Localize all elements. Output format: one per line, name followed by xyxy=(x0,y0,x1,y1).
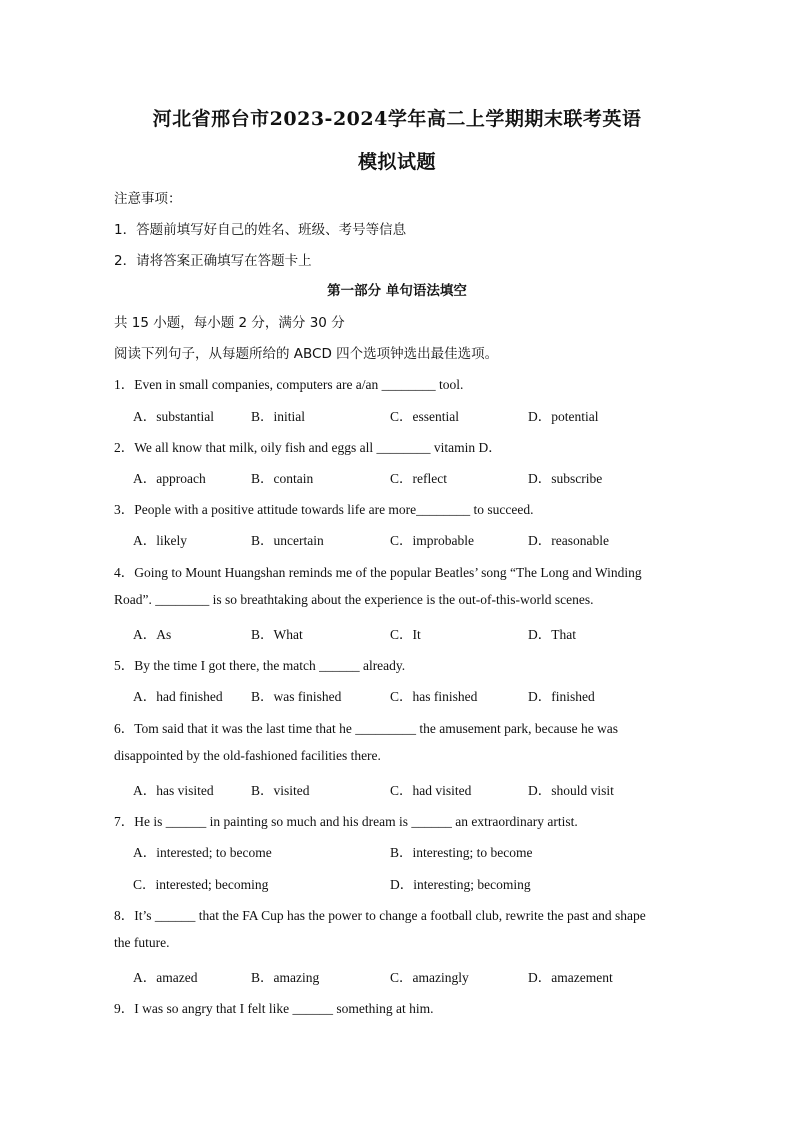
q8-option-d: D．amazement xyxy=(528,970,613,985)
notice-item-2: 2．请将答案正确填写在答题卡上 xyxy=(114,253,312,269)
q2-option-a: A．approach xyxy=(133,471,206,486)
q5-option-b: B．was finished xyxy=(251,689,342,704)
q1-option-d: D．potential xyxy=(528,409,599,424)
q4-option-d: D．That xyxy=(528,627,576,642)
q3-option-a: A．likely xyxy=(133,533,187,548)
q1-option-b: B．initial xyxy=(251,409,305,424)
q3-option-c: C．improbable xyxy=(390,533,474,548)
q7-option-d: D．interesting; becoming xyxy=(390,877,531,892)
question-8-line-1: 8．It’s ______ that the FA Cup has the power to change a football club, rewrite the past and shape xyxy=(114,908,646,923)
q5-option-a: A．had finished xyxy=(133,689,223,704)
question-5: 5．By the time I got there, the match ______ already. xyxy=(114,658,406,673)
section-info: 共 15 小题，每小题 2 分，满分 30 分 xyxy=(114,315,345,331)
q8-option-c: C．amazingly xyxy=(390,970,469,985)
question-1: 1．Even in small companies, computers are a/an ________ tool. xyxy=(114,377,464,392)
q2-option-b: B．contain xyxy=(251,471,314,486)
q5-option-d: D．finished xyxy=(528,689,595,704)
question-4-line-2: Road”. ________ is so breathtaking about the experience is the out-of-this-world scenes. xyxy=(114,592,594,607)
q8-option-a: A．amazed xyxy=(133,970,198,985)
q4-option-a: A．As xyxy=(133,627,172,642)
q1-option-a: A．substantial xyxy=(133,409,214,424)
notice-item-1: 1．答题前填写好自己的姓名、班级、考号等信息 xyxy=(114,222,407,238)
q2-option-c: C．reflect xyxy=(390,471,447,486)
instruction: 阅读下列句子，从每题所给的 ABCD 四个选项钟选出最佳选项。 xyxy=(114,346,499,362)
q6-option-b: B．visited xyxy=(251,783,310,798)
question-3: 3．People with a positive attitude towards life are more________ to succeed. xyxy=(114,502,534,517)
question-2: 2．We all know that milk, oily fish and eggs all ________ vitamin D． xyxy=(114,440,502,455)
q3-option-d: D．reasonable xyxy=(528,533,609,548)
q6-option-c: C．had visited xyxy=(390,783,472,798)
q7-option-a: A．interested; to become xyxy=(133,845,272,860)
question-9: 9．I was so angry that I felt like ______ something at him. xyxy=(114,1001,434,1016)
section-title: 第一部分 单句语法填空 xyxy=(327,283,467,299)
q4-option-c: C．It xyxy=(390,627,421,642)
question-8-line-2: the future. xyxy=(114,935,170,950)
question-6-line-2: disappointed by the old-fashioned facilities there. xyxy=(114,748,381,763)
q6-option-d: D．should visit xyxy=(528,783,614,798)
page-title: 河北省邢台市2023-2024学年高二上学期期末联考英语 xyxy=(152,108,642,130)
q5-option-c: C．has finished xyxy=(390,689,478,704)
question-7: 7．He is ______ in painting so much and his dream is ______ an extraordinary artist. xyxy=(114,814,578,829)
q7-option-b: B．interesting; to become xyxy=(390,845,533,860)
notice-heading: 注意事项： xyxy=(114,191,182,207)
q6-option-a: A．has visited xyxy=(133,783,214,798)
q2-option-d: D．subscribe xyxy=(528,471,603,486)
page-subtitle: 模拟试题 xyxy=(357,151,436,173)
question-4-line-1: 4．Going to Mount Huangshan reminds me of the popular Beatles’ song “The Long and Winding xyxy=(114,565,642,580)
q4-option-b: B．What xyxy=(251,627,303,642)
q7-option-c: C．interested; becoming xyxy=(133,877,269,892)
q1-option-c: C．essential xyxy=(390,409,459,424)
q3-option-b: B．uncertain xyxy=(251,533,324,548)
q8-option-b: B．amazing xyxy=(251,970,320,985)
question-6-line-1: 6．Tom said that it was the last time that he _________ the amusement park, because he was xyxy=(114,721,619,736)
